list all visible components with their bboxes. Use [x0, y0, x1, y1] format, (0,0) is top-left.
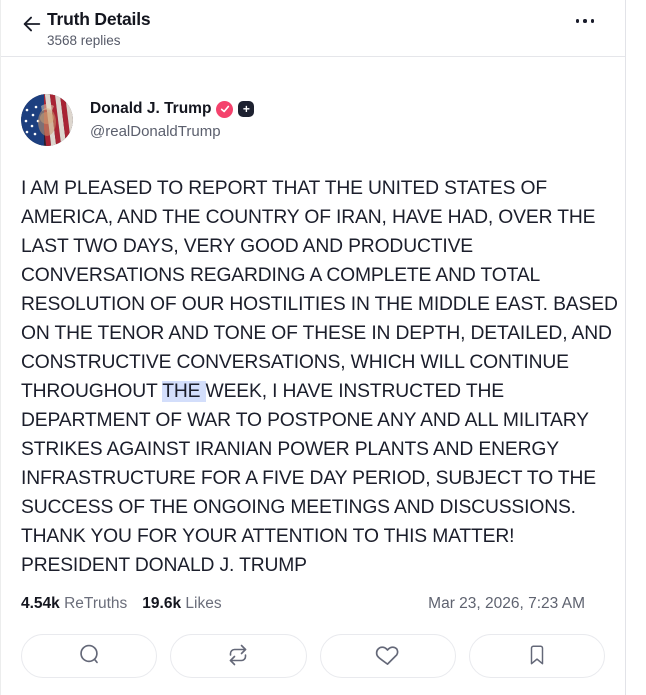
- post-text-line: CONSTRUCTIVE CONVERSATIONS, WHICH WILL CONTINUE: [21, 352, 569, 373]
- avatar[interactable]: [21, 94, 73, 146]
- page-title: Truth Details: [47, 9, 151, 29]
- post-text-line: RESOLUTION OF OUR HOSTILITIES IN THE MIDDLE EAST. BASED: [21, 294, 618, 315]
- post-body: [21, 174, 618, 580]
- comment-icon: [77, 642, 102, 670]
- author-name[interactable]: Donald J. Trump: [90, 100, 212, 117]
- reply-button[interactable]: [21, 634, 157, 678]
- retruths-count: 4.54k: [21, 595, 60, 612]
- retruths-label: ReTruths: [64, 595, 128, 612]
- retruth-button[interactable]: [170, 634, 306, 678]
- post-text-line: SUCCESS OF THE ONGOING MEETINGS AND DISCUSSIONS.: [21, 497, 576, 518]
- post-text-line: I AM PLEASED TO REPORT THAT THE UNITED STATES OF: [21, 178, 548, 199]
- header: [1, 0, 625, 57]
- post-text-line: STRIKES AGAINST IRANIAN POWER PLANTS AND ENERGY: [21, 439, 559, 460]
- action-bar: [1, 634, 625, 678]
- replies-count: 3568 replies: [47, 33, 121, 48]
- likes-count: 19.6k: [142, 595, 182, 612]
- post-text-line: THANK YOU FOR YOUR ATTENTION TO THIS MATTER!: [21, 526, 515, 547]
- post-text-line: LAST TWO DAYS, VERY GOOD AND PRODUCTIVE: [21, 236, 474, 257]
- bookmark-button[interactable]: [469, 634, 605, 678]
- header-text: [47, 9, 150, 48]
- post-text-line: THROUGHOUT THE WEEK, I HAVE INSTRUCTED THE: [21, 381, 504, 402]
- timestamp: Mar 23, 2026, 7:23 AM: [428, 595, 585, 612]
- like-button[interactable]: [320, 634, 456, 678]
- retruth-icon: [226, 643, 250, 670]
- more-options-button[interactable]: [571, 12, 599, 30]
- back-button[interactable]: [17, 10, 47, 40]
- post-text-line: CONVERSATIONS REGARDING A COMPLETE AND TOTAL: [21, 265, 541, 286]
- name-row: [90, 100, 254, 118]
- truth-plus-badge-icon: +: [238, 101, 254, 117]
- arrow-left-icon: [21, 13, 43, 38]
- likes-label: Likes: [185, 595, 222, 612]
- retruths-stat[interactable]: [21, 595, 127, 613]
- bookmark-icon: [526, 644, 548, 669]
- heart-icon: [375, 642, 400, 670]
- author-handle[interactable]: @realDonaldTrump: [90, 123, 221, 140]
- text-selection-highlight: THE: [162, 381, 206, 402]
- post-text-line: AMERICA, AND THE COUNTRY OF IRAN, HAVE HAD, OVER THE: [21, 207, 596, 228]
- post-text-line: DEPARTMENT OF WAR TO POSTPONE ANY AND ALL MILITARY: [21, 410, 589, 431]
- post-text-line: PRESIDENT DONALD J. TRUMP: [21, 555, 307, 576]
- likes-stat[interactable]: [142, 595, 221, 613]
- stats-row: [21, 595, 605, 613]
- ellipsis-icon: [576, 19, 580, 23]
- post-text-line: INFRASTRUCTURE FOR A FIVE DAY PERIOD, SUBJECT TO THE: [21, 468, 597, 489]
- verified-check-badge-icon: [216, 101, 233, 118]
- post: [1, 94, 625, 613]
- post-text-line: ON THE TENOR AND TONE OF THESE IN DEPTH, DETAILED, AND: [21, 323, 612, 344]
- author-row: [21, 94, 605, 146]
- american-flag-face-avatar: [21, 94, 73, 146]
- author-info: [90, 94, 254, 140]
